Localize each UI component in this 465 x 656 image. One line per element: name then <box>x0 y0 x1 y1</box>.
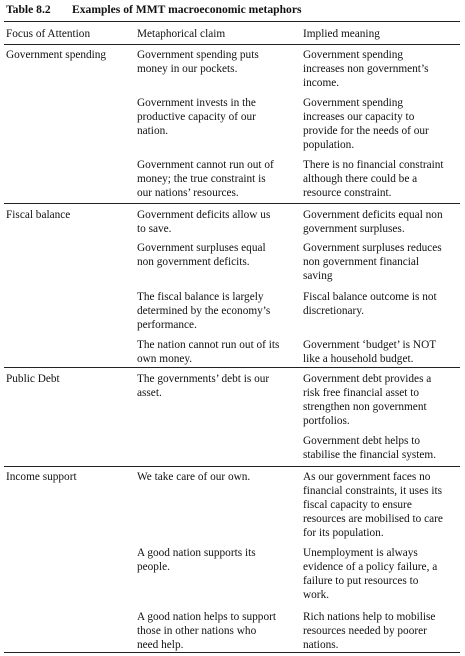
claim-cell-line: We take care of our own. <box>137 471 251 483</box>
meaning-cell-line: Rich nations help to mobilise <box>303 611 436 623</box>
meaning-cell-line: Fiscal balance outcome is not <box>303 291 437 303</box>
meaning-cell-line: stabilise the financial system. <box>303 449 437 461</box>
bottom-rule <box>4 652 460 653</box>
claim-cell-line: The nation cannot run out of its <box>137 339 280 351</box>
claim-cell <box>137 158 274 200</box>
claim-cell <box>137 241 266 269</box>
meaning-cell-line: Government debt provides a <box>303 373 432 385</box>
meaning-cell-line: for its population. <box>303 527 384 539</box>
meaning-cell-line: Government spending <box>303 49 404 61</box>
meaning-cell-line: although there could be a <box>303 173 418 185</box>
claim-cell-line: productive capacity of our <box>137 111 256 123</box>
meaning-cell-line: Government spending <box>303 97 404 109</box>
focus-label: Public Debt <box>6 373 60 385</box>
meaning-cell <box>303 546 437 602</box>
claim-cell-line: determined by the economy’s <box>137 305 271 317</box>
meaning-cell-line: resources are mobilised to care <box>303 513 443 525</box>
claim-cell-line: The fiscal balance is largely <box>137 291 264 303</box>
claim-cell-line: people. <box>137 561 170 573</box>
meaning-cell-line: failure to put resources to <box>303 575 419 587</box>
meaning-cell-line: evidence of a policy failure, a <box>303 561 438 573</box>
meaning-cell <box>303 372 431 428</box>
claim-cell <box>137 96 256 138</box>
meaning-cell-line: like a household budget. <box>303 353 414 365</box>
header-claim: Metaphorical claim <box>137 28 226 40</box>
claim-cell-line: need help. <box>137 639 184 651</box>
meaning-cell-line: provide for the needs of our <box>303 125 429 137</box>
claim-cell <box>137 470 250 484</box>
meaning-cell-line: government surpluses. <box>303 223 405 235</box>
meaning-cell <box>303 48 429 90</box>
header-focus: Focus of Attention <box>6 28 91 40</box>
meaning-cell-line: Government surpluses reduces <box>303 242 442 254</box>
claim-cell-line: A good nation helps to support <box>137 611 277 623</box>
claim-cell-line: Government cannot run out of <box>137 159 274 171</box>
claim-cell <box>137 290 270 332</box>
claim-cell-line: asset. <box>137 387 162 399</box>
meaning-cell-line: work. <box>303 589 330 601</box>
claim-cell-line: nation. <box>137 125 169 137</box>
meaning-cell-line: Unemployment is always <box>303 547 418 559</box>
group-divider <box>4 203 460 204</box>
meaning-cell-line: fiscal capacity to ensure <box>303 499 412 511</box>
claim-cell-line: own money. <box>137 353 193 365</box>
meaning-cell-line: saving <box>303 270 333 282</box>
claim-cell-line: money in our pockets. <box>137 63 238 75</box>
claim-cell <box>137 372 269 400</box>
top-rule <box>4 21 460 22</box>
table-caption <box>6 3 301 17</box>
meaning-cell-line: increases our capacity to <box>303 111 415 123</box>
meaning-cell-line: risk free financial asset to <box>303 387 420 399</box>
meaning-cell-line: Government debt helps to <box>303 435 421 447</box>
header-meaning: Implied meaning <box>303 28 380 40</box>
meaning-cell-line: Government ‘budget’ is NOT <box>303 339 437 351</box>
meaning-cell <box>303 610 435 652</box>
claim-cell-line: our nations’ resources. <box>137 187 239 199</box>
meaning-cell <box>303 290 437 318</box>
claim-cell-line: performance. <box>137 319 197 331</box>
claim-cell <box>137 48 259 76</box>
claim-cell <box>137 610 276 652</box>
meaning-cell <box>303 470 443 540</box>
meaning-cell-line: non government financial <box>303 256 420 268</box>
claim-cell-line: those in other nations who <box>137 625 257 637</box>
meaning-cell-line: As our government faces no <box>303 471 431 483</box>
claim-cell-line: Government invests in the <box>137 97 256 109</box>
header-rule <box>4 44 460 45</box>
claim-cell <box>137 338 279 366</box>
meaning-cell <box>303 241 442 283</box>
meaning-cell-line: income. <box>303 77 340 89</box>
claim-cell-line: A good nation supports its <box>137 547 256 559</box>
meaning-cell-line: nations. <box>303 639 339 651</box>
claim-cell-line: money; the true constraint is <box>137 173 266 185</box>
meaning-cell <box>303 208 443 236</box>
claim-cell-line: Government spending puts <box>137 49 259 61</box>
claim-cell-line: to save. <box>137 223 172 235</box>
meaning-cell-line: Government deficits equal non <box>303 209 443 221</box>
meaning-cell <box>303 158 444 200</box>
table-title: Examples of MMT macroeconomic metaphors <box>72 3 302 16</box>
meaning-cell-line: portfolios. <box>303 415 350 427</box>
meaning-cell-line: resource constraint. <box>303 187 392 199</box>
meaning-cell-line: discretionary. <box>303 305 365 317</box>
claim-cell-line: Government surpluses equal <box>137 242 266 254</box>
meaning-cell <box>303 96 429 152</box>
meaning-cell-line: strengthen non government <box>303 401 427 413</box>
claim-cell-line: non government deficits. <box>137 256 250 268</box>
meaning-cell-line: population. <box>303 139 355 151</box>
focus-label: Income support <box>6 471 77 483</box>
claim-cell-line: Government deficits allow us <box>137 209 271 221</box>
meaning-cell-line: financial constraints, it uses its <box>303 485 442 497</box>
group-divider <box>4 466 460 467</box>
focus-label: Fiscal balance <box>6 209 71 221</box>
focus-label: Government spending <box>6 49 107 61</box>
claim-cell <box>137 546 256 574</box>
claim-cell <box>137 208 270 236</box>
meaning-cell-line: There is no financial constraint <box>303 159 444 171</box>
claim-cell-line: The governments’ debt is our <box>137 373 270 385</box>
table-number: Table 8.2 <box>6 3 51 16</box>
meaning-cell <box>303 338 436 366</box>
group-divider <box>4 367 460 368</box>
meaning-cell <box>303 434 436 462</box>
meaning-cell-line: resources needed by poorer <box>303 625 427 637</box>
meaning-cell-line: increases non government’s <box>303 63 429 75</box>
